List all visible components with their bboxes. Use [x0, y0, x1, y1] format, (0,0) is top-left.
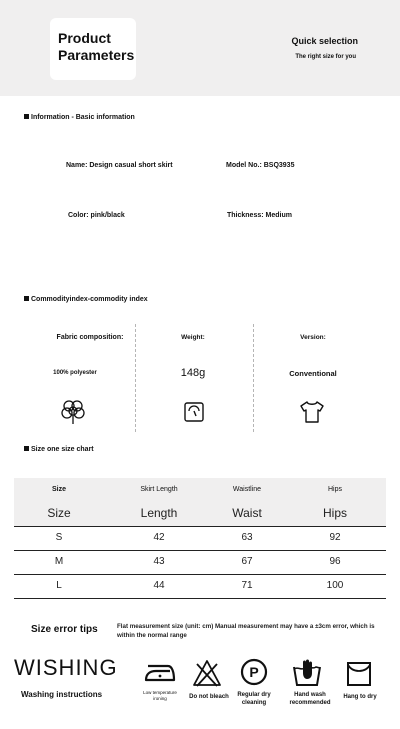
- care-label-line: Hang to dry: [343, 694, 377, 700]
- page-title: [58, 30, 138, 64]
- header-waist-big: Waist: [232, 506, 262, 520]
- table-row: [14, 575, 386, 599]
- size-error-text: Flat measurement size (unit: cm) Manual measurement may have a ±3cm error, which is within the normal range: [117, 623, 375, 639]
- header-skirt-length: Skirt Length: [140, 486, 178, 493]
- commodity-section-label: Commodityindex-commodity index: [31, 296, 148, 303]
- header-size-big: Size: [47, 506, 71, 520]
- info-name: Name: Design casual short skirt: [66, 162, 173, 169]
- care-label-hangdry: [337, 694, 383, 700]
- weight-label: Weight:: [181, 334, 205, 341]
- version-label: Version:: [300, 334, 326, 341]
- size-table-header: [14, 478, 386, 526]
- cell-hips: 92: [329, 532, 341, 543]
- care-label-line: Low temperature: [143, 690, 177, 695]
- page-title-line: Product Parameters: [58, 30, 135, 63]
- care-label-line: recommended: [289, 700, 331, 706]
- care-label-handwash: [283, 691, 337, 707]
- size-table: [14, 478, 386, 599]
- care-label-line: Do not bleach: [189, 694, 229, 700]
- cell-waist: 67: [241, 556, 253, 567]
- header-waistline: Waistline: [232, 486, 262, 493]
- care-label-line: ironing: [153, 696, 167, 701]
- no-bleach-icon: [191, 658, 223, 688]
- scale-icon: [183, 401, 205, 423]
- column-divider: [253, 324, 254, 432]
- header-hips-big: Hips: [322, 506, 347, 520]
- cell-size: L: [56, 580, 62, 591]
- dry-clean-icon: [239, 657, 269, 687]
- care-label-dryclean: [232, 691, 276, 707]
- fabric-label: Fabric composition:: [56, 334, 124, 341]
- tshirt-icon: [298, 400, 326, 424]
- care-label-iron: [136, 690, 184, 702]
- table-row: [14, 527, 386, 551]
- section-bullet: [24, 446, 29, 451]
- header-size: Size: [51, 486, 66, 493]
- care-label-line: Hand wash: [294, 692, 326, 698]
- weight-value: 148g: [180, 367, 206, 379]
- section-bullet: [24, 296, 29, 301]
- cotton-icon: [60, 398, 86, 426]
- header-hips: Hips: [327, 486, 342, 493]
- cell-size: S: [55, 532, 63, 543]
- care-label-line: Regular dry: [237, 692, 271, 698]
- hand-wash-icon: [290, 657, 324, 689]
- info-section-title: [24, 114, 135, 121]
- cell-hips: 96: [329, 556, 341, 567]
- table-row: [14, 551, 386, 575]
- section-bullet: [24, 114, 29, 119]
- quick-selection-sub: The right size for you: [295, 54, 356, 60]
- info-thickness: Thickness: Medium: [227, 212, 292, 219]
- size-section-title: [24, 446, 94, 453]
- size-error-title: Size error tips: [31, 624, 98, 635]
- care-label-line: cleaning: [241, 700, 267, 706]
- size-section-label: Size one size chart: [31, 446, 94, 453]
- info-model: Model No.: BSQ3935: [226, 162, 295, 169]
- fabric-value: 100% polyester: [53, 370, 97, 376]
- cell-length: 42: [153, 532, 165, 543]
- cell-length: 43: [153, 556, 165, 567]
- care-label-bleach: [183, 694, 235, 700]
- cell-length: 44: [153, 580, 165, 591]
- version-value: Conventional: [289, 369, 337, 378]
- info-color: Color: pink/black: [68, 212, 125, 219]
- hang-dry-icon: [345, 660, 373, 688]
- washing-subtitle: Washing instructions: [21, 690, 103, 699]
- info-section-label: Information - Basic information: [31, 114, 135, 121]
- cell-size: M: [54, 556, 64, 567]
- svg-text:P: P: [249, 664, 259, 680]
- cell-hips: 100: [326, 580, 344, 591]
- cell-waist: 71: [241, 580, 253, 591]
- commodity-section-title: [24, 296, 148, 303]
- quick-selection: Quick selection: [291, 36, 358, 46]
- washing-big-title: WISHING: [14, 655, 118, 680]
- header-length-big: Length: [140, 506, 178, 520]
- cell-waist: 63: [241, 532, 253, 543]
- iron-icon: [142, 660, 178, 686]
